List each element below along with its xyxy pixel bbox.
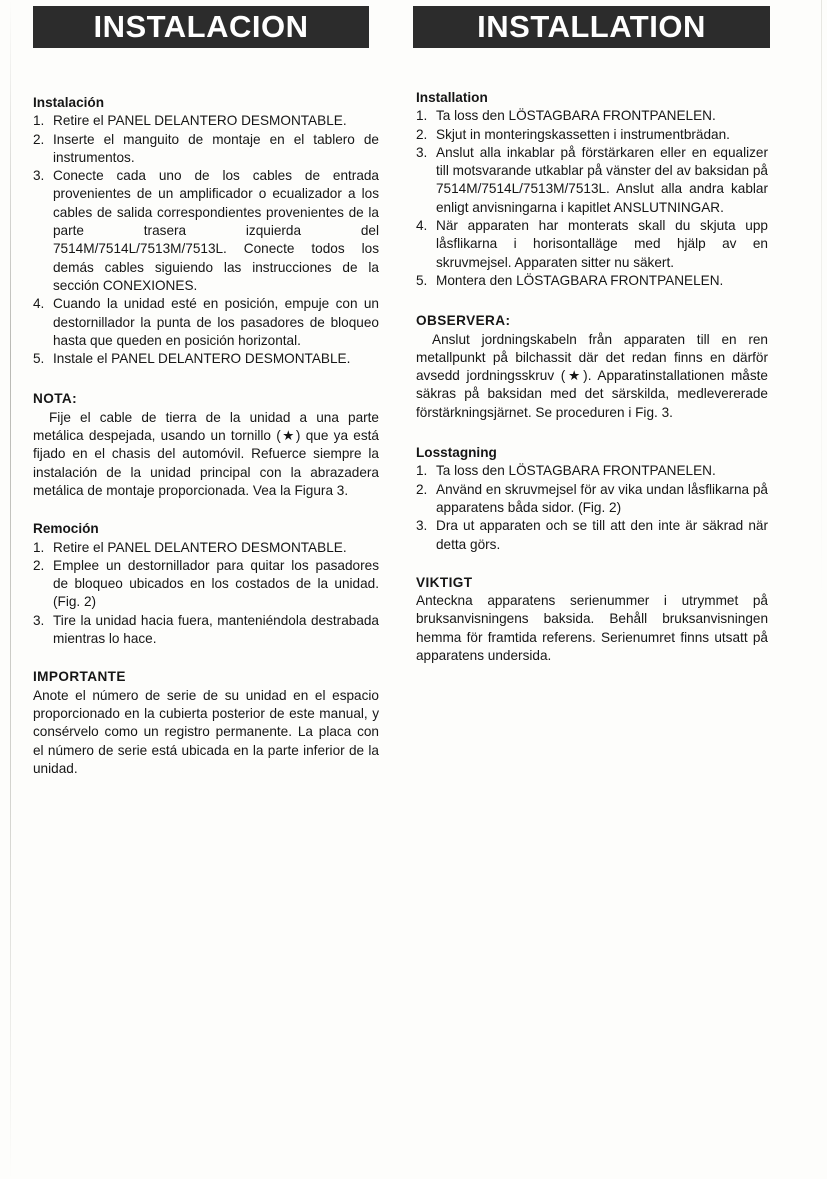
- list-item: [33, 295, 379, 350]
- item-text: Emplee un destornillador para quitar los pasadores de bloqueo ubicados en los costados de la unidad. (Fig. 2): [53, 557, 379, 610]
- section-heading: IMPORTANTE: [33, 669, 126, 685]
- item-text: Cuando la unidad esté en posición, empuje con un destornillador la punta de los pasadores de bloqueo hasta que queden en posición horizontal.: [53, 296, 379, 348]
- item-number: 2.: [416, 126, 428, 142]
- item-text: Retire el PANEL DELANTERO DESMONTABLE.: [53, 539, 347, 555]
- section-heading: Remoción: [33, 521, 99, 537]
- item-number: 1.: [33, 113, 45, 129]
- installation-steps-sv: [416, 107, 768, 290]
- item-text: Tire la unidad hacia fuera, manteniéndola destrabada mientras lo hace.: [53, 612, 379, 647]
- important-section-es: [33, 668, 379, 778]
- item-text: Montera den LÖSTAGBARA FRONTPANELEN.: [436, 272, 724, 288]
- item-number: 5.: [416, 272, 428, 288]
- item-number: 1.: [416, 108, 428, 124]
- list-item: [416, 272, 768, 290]
- swedish-banner-title: INSTALLATION: [477, 9, 706, 44]
- list-item: [33, 131, 379, 168]
- section-heading: Instalación: [33, 95, 105, 110]
- list-item: [416, 126, 768, 144]
- item-number: 5.: [33, 351, 45, 367]
- item-text: Inserte el manguito de montaje en el tablero de instrumentos.: [53, 131, 379, 165]
- item-text: Conecte cada uno de los cables de entrada provenientes de un amplificador o ecualizador a los cables de salida correspondientes provenientes de la parte trasera izquierda del 7514M/7514L/7513M/7513L. Conecte todos los demás cables siguiendo las instrucciones de la sección CONEXIONES.: [53, 168, 379, 293]
- list-item: [416, 517, 768, 554]
- item-text: Instale el PANEL DELANTERO DESMONTABLE.: [53, 351, 351, 367]
- section-heading: Losstagning: [416, 445, 497, 461]
- installation-section-es: [33, 94, 379, 368]
- list-item: [416, 107, 768, 125]
- important-section-sv: [416, 574, 768, 665]
- swedish-column: [416, 89, 768, 665]
- item-number: 3.: [416, 518, 428, 534]
- section-heading: Installation: [416, 90, 488, 105]
- item-number: 3.: [416, 144, 428, 160]
- list-item: [33, 350, 379, 368]
- item-text: Använd en skruvmejsel för av vika undan låsflikarna på apparatens båda sidor. (Fig. 2): [436, 481, 768, 515]
- note-section-sv: [416, 312, 768, 422]
- item-number: 4.: [416, 218, 428, 234]
- list-item: [33, 557, 379, 612]
- removal-section-es: [33, 520, 379, 648]
- item-text: Ta loss den LÖSTAGBARA FRONTPANELEN.: [436, 463, 716, 479]
- list-item: [33, 539, 379, 557]
- list-item: [33, 112, 379, 130]
- list-item: [33, 612, 379, 649]
- list-item: [416, 144, 768, 217]
- removal-steps-es: [33, 539, 379, 649]
- swedish-banner: [413, 6, 770, 48]
- list-item: [33, 167, 379, 295]
- section-body: Anote el número de serie de su unidad en el espacio proporcionado en la cubierta posterior de este manual, y consérvelo como un registro permanente. La placa con el número de serie está ubicada en la parte inferior de la unidad.: [33, 687, 379, 776]
- item-number: 2.: [416, 481, 428, 497]
- section-body: Anteckna apparatens serienummer i utrymmet på bruksanvisningens baksida. Behåll bruksanvisningen hemma för framtida referens. Serienumret finns utsatt på apparatens undersida.: [416, 593, 768, 664]
- spanish-banner-title: INSTALACION: [93, 9, 309, 44]
- section-body: Anslut jordningskabeln från apparaten till en ren metallpunkt på bilchassit där det redan finns en därför avsedd jordningsskruv (★). Apparatinstallationen måste säkras på baksidan med det särskilda, medlevererade förstärkningsjärnet. Se proceduren i Fig. 3.: [416, 331, 768, 420]
- item-number: 2.: [33, 131, 45, 147]
- section-heading: VIKTIGT: [416, 574, 473, 590]
- item-text: Skjut in monteringskassetten i instrumentbrädan.: [436, 126, 730, 142]
- item-text: Ta loss den LÖSTAGBARA FRONTPANELEN.: [436, 108, 716, 124]
- scan-edge-line-right: [821, 0, 822, 600]
- item-number: 3.: [33, 612, 45, 628]
- item-number: 3.: [33, 168, 45, 184]
- removal-steps-sv: [416, 462, 768, 553]
- item-text: Dra ut apparaten och se till att den inte är säkrad när detta görs.: [436, 518, 768, 552]
- item-number: 1.: [33, 539, 45, 555]
- section-heading: NOTA:: [33, 391, 78, 407]
- item-number: 2.: [33, 557, 45, 573]
- list-item: [416, 481, 768, 518]
- item-text: När apparaten har monterats skall du skjuta upp låsflikarna i horisontalläge med hjälp av en skruvmejsel. Apparaten sitter nu säkert.: [436, 218, 768, 270]
- item-number: 1.: [416, 463, 428, 479]
- section-body: Fije el cable de tierra de la unidad a una parte metálica despejada, usando un tornillo (★) que ya está fijado en el chasis del automóvil. Refuerce siempre la instalación de la unidad principal con la abrazadera metálica de montaje proporcionada. Vea la Figura 3.: [33, 409, 379, 498]
- item-number: 4.: [33, 296, 45, 312]
- scan-edge-line: [10, 0, 11, 1179]
- item-text: Retire el PANEL DELANTERO DESMONTABLE.: [53, 113, 347, 129]
- list-item: [416, 217, 768, 272]
- installation-steps-es: [33, 112, 379, 368]
- spanish-column: [33, 94, 379, 778]
- installation-section-sv: [416, 89, 768, 290]
- section-heading: OBSERVERA:: [416, 313, 511, 329]
- note-section-es: [33, 390, 379, 500]
- list-item: [416, 462, 768, 480]
- removal-section-sv: [416, 444, 768, 554]
- item-text: Anslut alla inkablar på förstärkaren eller en equalizer till motsvarande utkablar på vänster del av baksidan på 7514M/7514L/7513M/7513L. Anslut alla andra kablar enligt anvisningarna i kapitlet ANSLUTNINGAR.: [436, 144, 768, 215]
- spanish-banner: [33, 6, 369, 48]
